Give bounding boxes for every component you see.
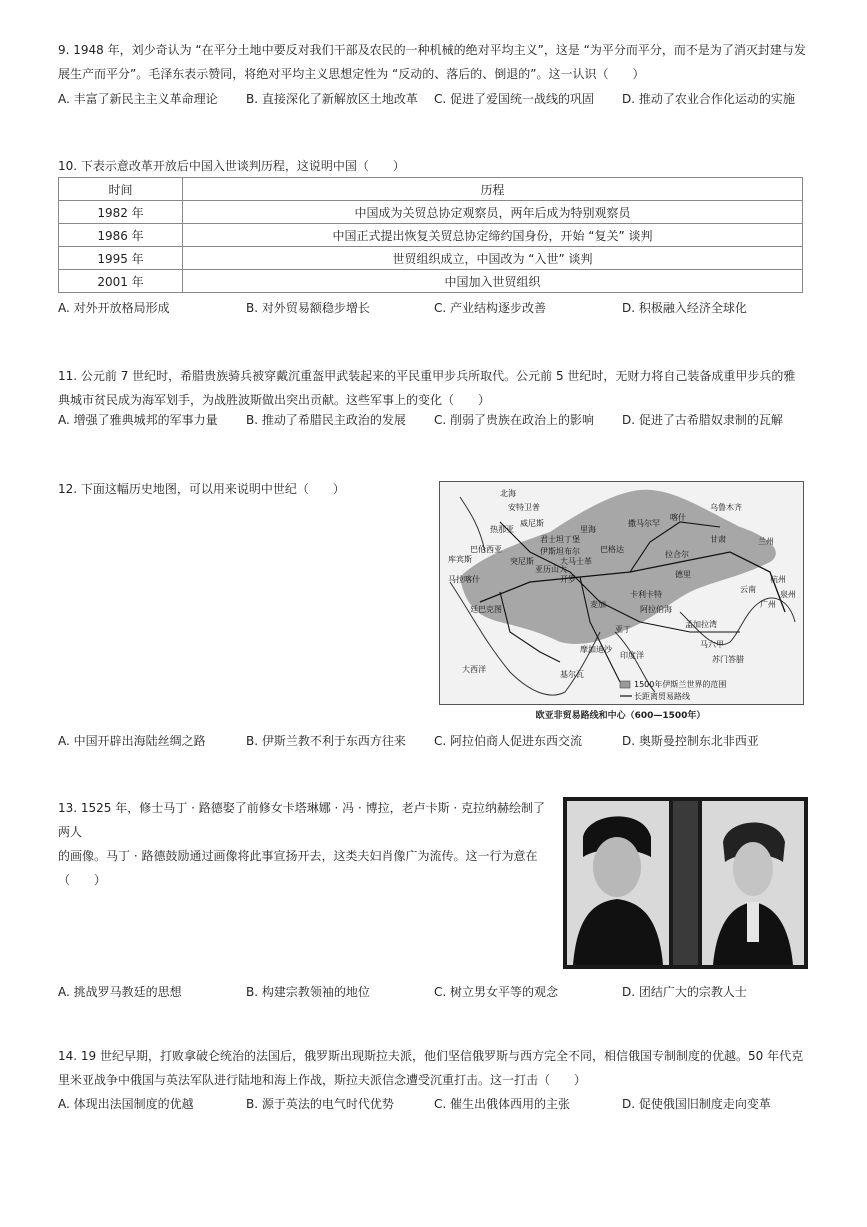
map-caption: 欧亚非贸易路线和中心（600—1500年） bbox=[535, 711, 706, 721]
q9-option-a[interactable]: A. 丰富了新民主主义革命理论 bbox=[58, 92, 218, 106]
question-14-stem: 14. 19 世纪早期，打败拿破仑统治的法国后，俄罗斯出现斯拉夫派，他们坚信俄罗斯与西方完全不同，相信俄国专制制度的优越。50 年代克里米亚战争中俄国与英法军队进行陆地和海上作战，斯拉夫派信念遭受沉重打击。这一打击（ ） bbox=[58, 1049, 804, 1087]
table-cell-year: 1982 年 bbox=[59, 201, 183, 224]
svg-text:君士坦丁堡: 君士坦丁堡 bbox=[540, 535, 580, 544]
table-header-row bbox=[59, 178, 803, 201]
q13-option-b[interactable]: B. 构建宗教领袖的地位 bbox=[246, 985, 370, 999]
q10-option-c[interactable]: C. 产业结构逐步改善 bbox=[434, 301, 547, 315]
svg-text:云南: 云南 bbox=[740, 585, 756, 594]
svg-text:德里: 德里 bbox=[675, 570, 691, 579]
question-12-stem: 12. 下面这幅历史地图，可以用来说明中世纪（ ） bbox=[58, 482, 345, 496]
svg-text:阿拉伯海: 阿拉伯海 bbox=[640, 605, 672, 614]
svg-text:甘肃: 甘肃 bbox=[710, 535, 726, 544]
q14-option-c[interactable]: C. 催生出俄体西用的主张 bbox=[434, 1097, 571, 1111]
table-cell-event: 中国成为关贸总协定观察员，两年后成为特别观察员 bbox=[183, 201, 803, 224]
question-12 bbox=[58, 477, 427, 501]
svg-text:基尔瓦: 基尔瓦 bbox=[560, 670, 584, 679]
question-9 bbox=[58, 38, 807, 86]
q9-option-c[interactable]: C. 促进了爱国统一战线的巩固 bbox=[434, 92, 595, 106]
svg-text:马拉喀什: 马拉喀什 bbox=[448, 575, 480, 584]
q11-option-a[interactable]: A. 增强了雅典城邦的军事力量 bbox=[58, 413, 218, 427]
question-13 bbox=[58, 796, 547, 892]
q11-option-c[interactable]: C. 削弱了贵族在政治上的影响 bbox=[434, 413, 595, 427]
question-11-options bbox=[58, 410, 808, 430]
question-10-options bbox=[58, 298, 808, 318]
svg-text:马六甲: 马六甲 bbox=[700, 640, 724, 649]
q9-option-d[interactable]: D. 推动了农业合作化运动的实施 bbox=[622, 92, 795, 106]
portraits-graphic bbox=[563, 797, 808, 969]
q13-option-c[interactable]: C. 树立男女平等的观念 bbox=[434, 985, 559, 999]
question-13-stem-line3: （ ） bbox=[58, 873, 107, 887]
svg-text:撒马尔罕: 撒马尔罕 bbox=[628, 519, 660, 528]
svg-text:亚丁: 亚丁 bbox=[615, 625, 631, 634]
question-12-options bbox=[58, 731, 808, 751]
svg-text:乌鲁木齐: 乌鲁木齐 bbox=[710, 503, 742, 512]
q10-option-d[interactable]: D. 积极融入经济全球化 bbox=[622, 301, 747, 315]
q11-option-d[interactable]: D. 促进了古希腊奴隶制的瓦解 bbox=[622, 413, 783, 427]
question-11 bbox=[58, 364, 807, 412]
q13-option-a[interactable]: A. 挑战罗马教廷的思想 bbox=[58, 985, 182, 999]
question-11-stem: 11. 公元前 7 世纪时，希腊贵族骑兵被穿戴沉重盔甲武装起来的平民重甲步兵所取代。公元前 5 世纪时，无财力将自己装备成重甲步兵的雅典城市贫民成为海军划手，为战胜波斯做出突出贡献。这些军事上的变化（ ） bbox=[58, 369, 796, 407]
q12-option-a[interactable]: A. 中国开辟出海陆丝绸之路 bbox=[58, 734, 206, 748]
svg-text:拉合尔: 拉合尔 bbox=[665, 550, 689, 559]
table-cell-event: 中国正式提出恢复关贸总协定缔约国身份，开始 “复关” 谈判 bbox=[183, 224, 803, 247]
q12-option-b[interactable]: B. 伊斯兰教不利于东西方往来 bbox=[246, 734, 406, 748]
svg-text:摩加迪沙: 摩加迪沙 bbox=[580, 645, 612, 654]
svg-text:长距离贸易路线: 长距离贸易路线 bbox=[634, 692, 690, 701]
q12-option-d[interactable]: D. 奥斯曼控制东北非西亚 bbox=[622, 734, 759, 748]
table-row bbox=[59, 247, 803, 270]
svg-text:巴格达: 巴格达 bbox=[600, 545, 624, 554]
svg-text:苏门答腊: 苏门答腊 bbox=[712, 655, 744, 664]
question-13-stem-line1: 13. 1525 年，修士马丁 · 路德娶了前修女卡塔琳娜 · 冯 · 博拉，老卢卡斯 · 克拉纳赫绘制了两人 bbox=[58, 801, 546, 839]
svg-text:开罗: 开罗 bbox=[560, 575, 576, 584]
q12-option-c[interactable]: C. 阿拉伯商人促进东西交流 bbox=[434, 734, 583, 748]
question-14 bbox=[58, 1044, 807, 1092]
question-9-options bbox=[58, 89, 808, 109]
q10-option-b[interactable]: B. 对外贸易额稳步增长 bbox=[246, 301, 370, 315]
svg-text:突尼斯: 突尼斯 bbox=[510, 557, 534, 566]
svg-text:广州: 广州 bbox=[760, 600, 776, 609]
svg-text:麦加: 麦加 bbox=[590, 600, 606, 609]
svg-text:安特卫普: 安特卫普 bbox=[508, 503, 540, 512]
svg-text:里海: 里海 bbox=[580, 525, 596, 534]
trade-routes-map bbox=[439, 481, 804, 705]
svg-text:孟加拉湾: 孟加拉湾 bbox=[685, 620, 717, 629]
negotiation-table bbox=[58, 177, 803, 293]
svg-text:大西洋: 大西洋 bbox=[462, 665, 486, 674]
svg-text:兰州: 兰州 bbox=[758, 537, 774, 546]
table-row bbox=[59, 201, 803, 224]
table-header-time: 时间 bbox=[59, 178, 183, 201]
table-cell-event: 世贸组织成立，中国改为 “入世” 谈判 bbox=[183, 247, 803, 270]
q14-option-b[interactable]: B. 源于英法的电气时代优势 bbox=[246, 1097, 394, 1111]
q14-option-a[interactable]: A. 体现出法国制度的优越 bbox=[58, 1097, 194, 1111]
table-cell-year: 1995 年 bbox=[59, 247, 183, 270]
q10-option-a[interactable]: A. 对外开放格局形成 bbox=[58, 301, 170, 315]
svg-text:杭州: 杭州 bbox=[770, 575, 786, 584]
svg-text:1500年伊斯兰世界的范围: 1500年伊斯兰世界的范围 bbox=[634, 680, 727, 689]
svg-text:威尼斯: 威尼斯 bbox=[520, 519, 544, 528]
svg-text:泉州: 泉州 bbox=[780, 590, 796, 599]
q11-option-b[interactable]: B. 推动了希腊民主政治的发展 bbox=[246, 413, 406, 427]
svg-text:大马士革: 大马士革 bbox=[560, 557, 592, 566]
luther-portraits bbox=[563, 797, 808, 969]
svg-text:印度洋: 印度洋 bbox=[620, 651, 644, 660]
table-row bbox=[59, 224, 803, 247]
table-header-process: 历程 bbox=[183, 178, 803, 201]
svg-text:卡利卡特: 卡利卡特 bbox=[630, 590, 662, 599]
svg-text:北海: 北海 bbox=[500, 489, 516, 498]
table-cell-year: 1986 年 bbox=[59, 224, 183, 247]
question-14-options bbox=[58, 1094, 808, 1114]
question-9-stem: 9. 1948 年，刘少奇认为 “在平分土地中要反对我们干部及农民的一种机械的绝对平均主义”，这是 “为平分而平分，而不是为了消灭封建与发展生产而平分”。毛泽东表示赞同，将绝对平均主义思想定性为 “反动的、落后的、倒退的”。这一认识（ ） bbox=[58, 43, 806, 81]
question-13-options bbox=[58, 982, 808, 1002]
svg-text:伊斯坦布尔: 伊斯坦布尔 bbox=[540, 547, 580, 556]
q13-option-d[interactable]: D. 团结广大的宗教人士 bbox=[622, 985, 747, 999]
svg-text:巴伦西亚: 巴伦西亚 bbox=[470, 545, 502, 554]
table-cell-year: 2001 年 bbox=[59, 270, 183, 293]
table-cell-event: 中国加入世贸组织 bbox=[183, 270, 803, 293]
q9-option-b[interactable]: B. 直接深化了新解放区土地改革 bbox=[246, 92, 418, 106]
question-13-stem-line2: 的画像。马丁 · 路德鼓励通过画像将此事宣扬开去，这类夫妇肖像广为流传。这一行为意在 bbox=[58, 849, 538, 863]
svg-text:亚历山大: 亚历山大 bbox=[535, 565, 567, 574]
svg-text:热那亚: 热那亚 bbox=[490, 525, 514, 534]
table-row bbox=[59, 270, 803, 293]
svg-text:喀什: 喀什 bbox=[670, 513, 686, 522]
q14-option-d[interactable]: D. 促使俄国旧制度走向变革 bbox=[622, 1097, 771, 1111]
question-10 bbox=[58, 154, 807, 178]
svg-text:廷巴克图: 廷巴克图 bbox=[470, 605, 502, 614]
svg-text:库宾斯: 库宾斯 bbox=[448, 555, 472, 564]
question-10-stem: 10. 下表示意改革开放后中国入世谈判历程，这说明中国（ ） bbox=[58, 159, 405, 173]
map-graphic bbox=[440, 482, 803, 704]
